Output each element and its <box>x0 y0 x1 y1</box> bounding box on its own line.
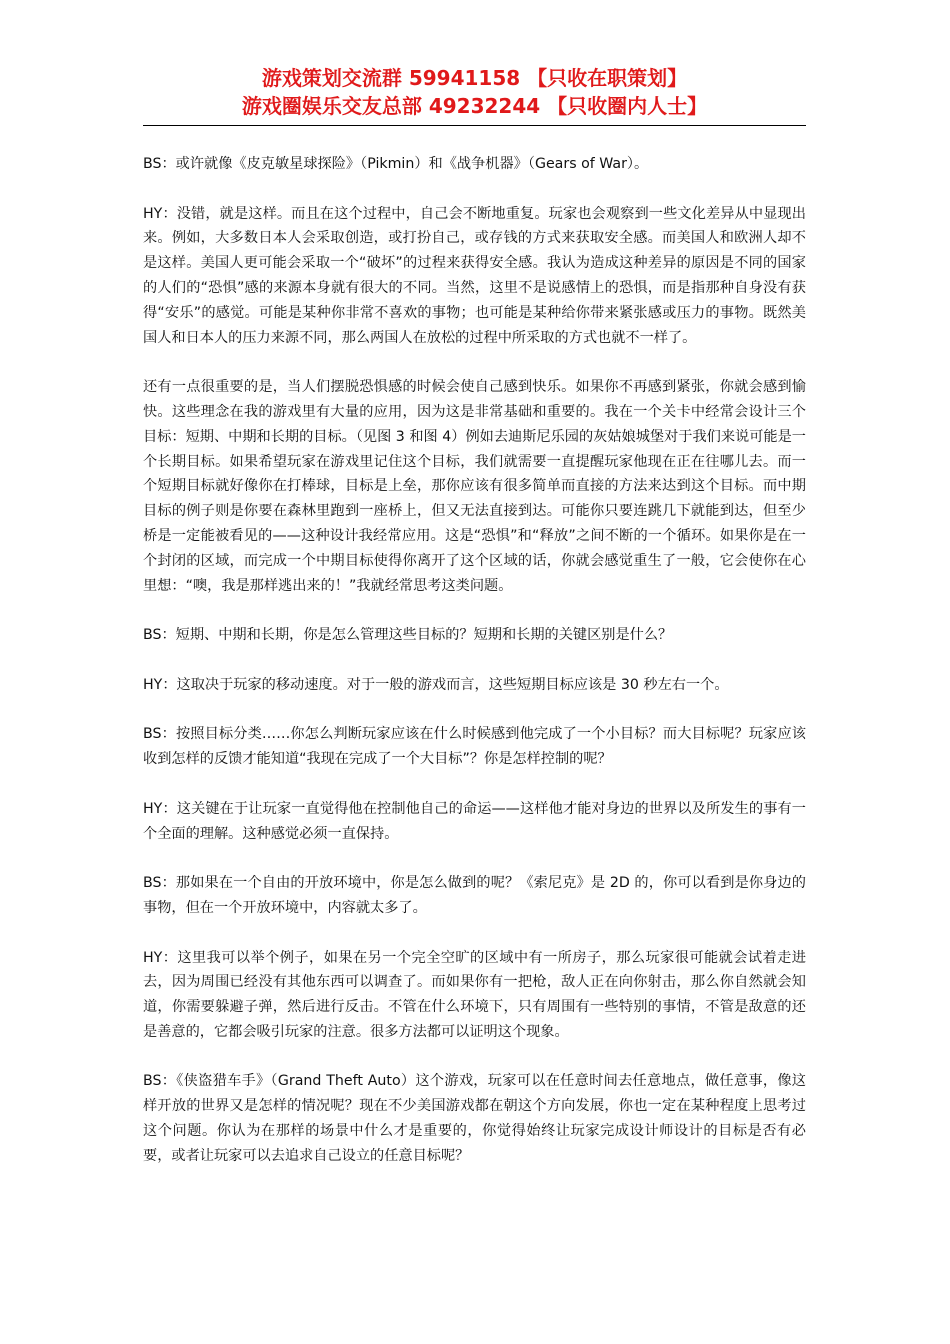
page-header <box>143 64 806 120</box>
article-body <box>143 152 806 1193</box>
header-line-2: 游戏圈娱乐交友总部 49232244 【只收圈内人士】 <box>241 94 708 118</box>
paragraph: 还有一点很重要的是，当人们摆脱恐惧感的时候会使自己感到快乐。如果你不再感到紧张，你就会感到愉快。这些理念在我的游戏里有大量的应用，因为这是非常基础和重要的。我在一个关卡中经常会设计三个目标：短期、中期和长期的目标。（见图 3 和图 4）例如去迪斯尼乐园的灰姑娘城堡对于我们来说可能是一个长期目标。如果希望玩家在游戏里记住这个目标，我们就需要一直提醒玩家他现在正在往哪儿去。而一个短期目标就好像你在打棒球，目标是上垒，那你应该有很多简单而直接的方法来达到这个目标。而中期目标的例子则是你要在森林里跑到一座桥上，但又无法直接到达。可能你只要连跳几下就能到达，但至少桥是一定能被看见的——这种设计我经常应用。这是“恐惧”和“释放”之间不断的一个循环。如果你是在一个封闭的区域，而完成一个中期目标使得你离开了这个区域的话，你就会感觉重生了一般，它会使你在心里想：“噢，我是那样逃出来的！”我就经常思考这类问题。 <box>143 379 806 594</box>
paragraph: BS：《侠盗猎车手》（Grand Theft Auto）这个游戏，玩家可以在任意时间去任意地点，做任意事，像这样开放的世界又是怎样的情况呢？现在不少美国游戏都在朝这个方向发展，你也一定在某种程度上思考过这个问题。你认为在那样的场景中什么才是重要的，你觉得始终让玩家完成设计师设计的目标是否有必要，或者让玩家可以去追求自己设立的任意目标呢？ <box>143 1073 806 1164</box>
paragraph: HY：这关键在于让玩家一直觉得他在控制他自己的命运——这样他才能对身边的世界以及所发生的事有一个全面的理解。这种感觉必须一直保持。 <box>143 800 806 842</box>
header-line-1: 游戏策划交流群 59941158 【只收在职策划】 <box>261 66 688 90</box>
paragraph: BS：或许就像《皮克敏星球探险》（Pikmin）和《战争机器》（Gears of War）。 <box>143 156 649 172</box>
paragraph: HY：这取决于玩家的移动速度。对于一般的游戏而言，这些短期目标应该是 30 秒左右一个。 <box>143 676 729 693</box>
paragraph: BS：那如果在一个自由的开放环境中，你是怎么做到的呢？《索尼克》是 2D 的，你可以看到是你身边的事物，但在一个开放环境中，内容就太多了。 <box>143 875 806 916</box>
header-divider <box>143 125 806 126</box>
paragraph: BS：短期、中期和长期，你是怎么管理这些目标的？短期和长期的关键区别是什么？ <box>143 627 673 644</box>
paragraph: HY：这里我可以举个例子，如果在另一个完全空旷的区域中有一所房子，那么玩家很可能就会试着走进去，因为周围已经没有其他东西可以调查了。而如果你有一把枪，敌人正在向你射击，那么你自然就会知道，你需要躲避子弹，然后进行反击。不管在什么环境下，只有周围有一些特别的事情，不管是敌意的还是善意的，它都会吸引玩家的注意。很多方法都可以证明这个现象。 <box>143 949 806 1040</box>
paragraph: BS：按照目标分类……你怎么判断玩家应该在什么时候感到他完成了一个小目标？而大目标呢？玩家应该收到怎样的反馈才能知道“我现在完成了一个大目标”？你是怎样控制的呢？ <box>143 726 806 768</box>
paragraph: HY：没错，就是这样。而且在这个过程中，自己会不断地重复。玩家也会观察到一些文化差异从中显现出来。例如，大多数日本人会采取创造，或打扮自己，或存钱的方式来获取安全感。而美国人和欧洲人却不是这样。美国人更可能会采取一个“破坏”的过程来获得安全感。我认为造成这种差异的原因是不同的国家的人们的“恐惧”感的来源本身就有很大的不同。当然，这里不是说感情上的恐惧，而是指那种自身没有获得“安乐”的感觉。可能是某种你非常不喜欢的事物；也可能是某种给你带来紧张感或压力的事物。既然美国人和日本人的压力来源不同，那么两国人在放松的过程中所采取的方式也就不一样了。 <box>143 205 806 346</box>
